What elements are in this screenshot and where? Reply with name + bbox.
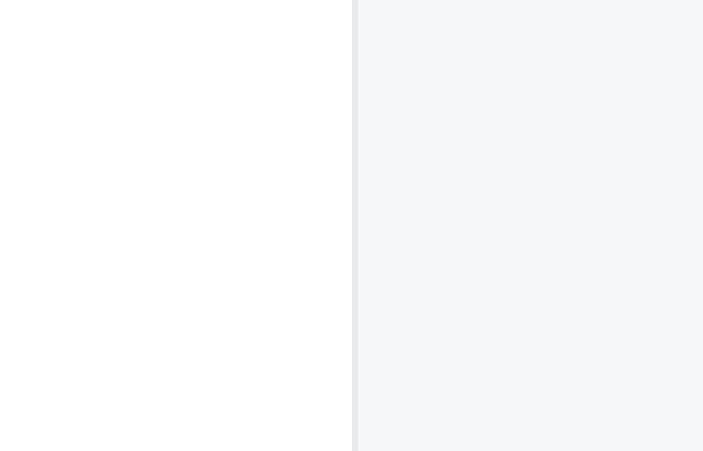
code-block-page bbox=[358, 0, 703, 451]
